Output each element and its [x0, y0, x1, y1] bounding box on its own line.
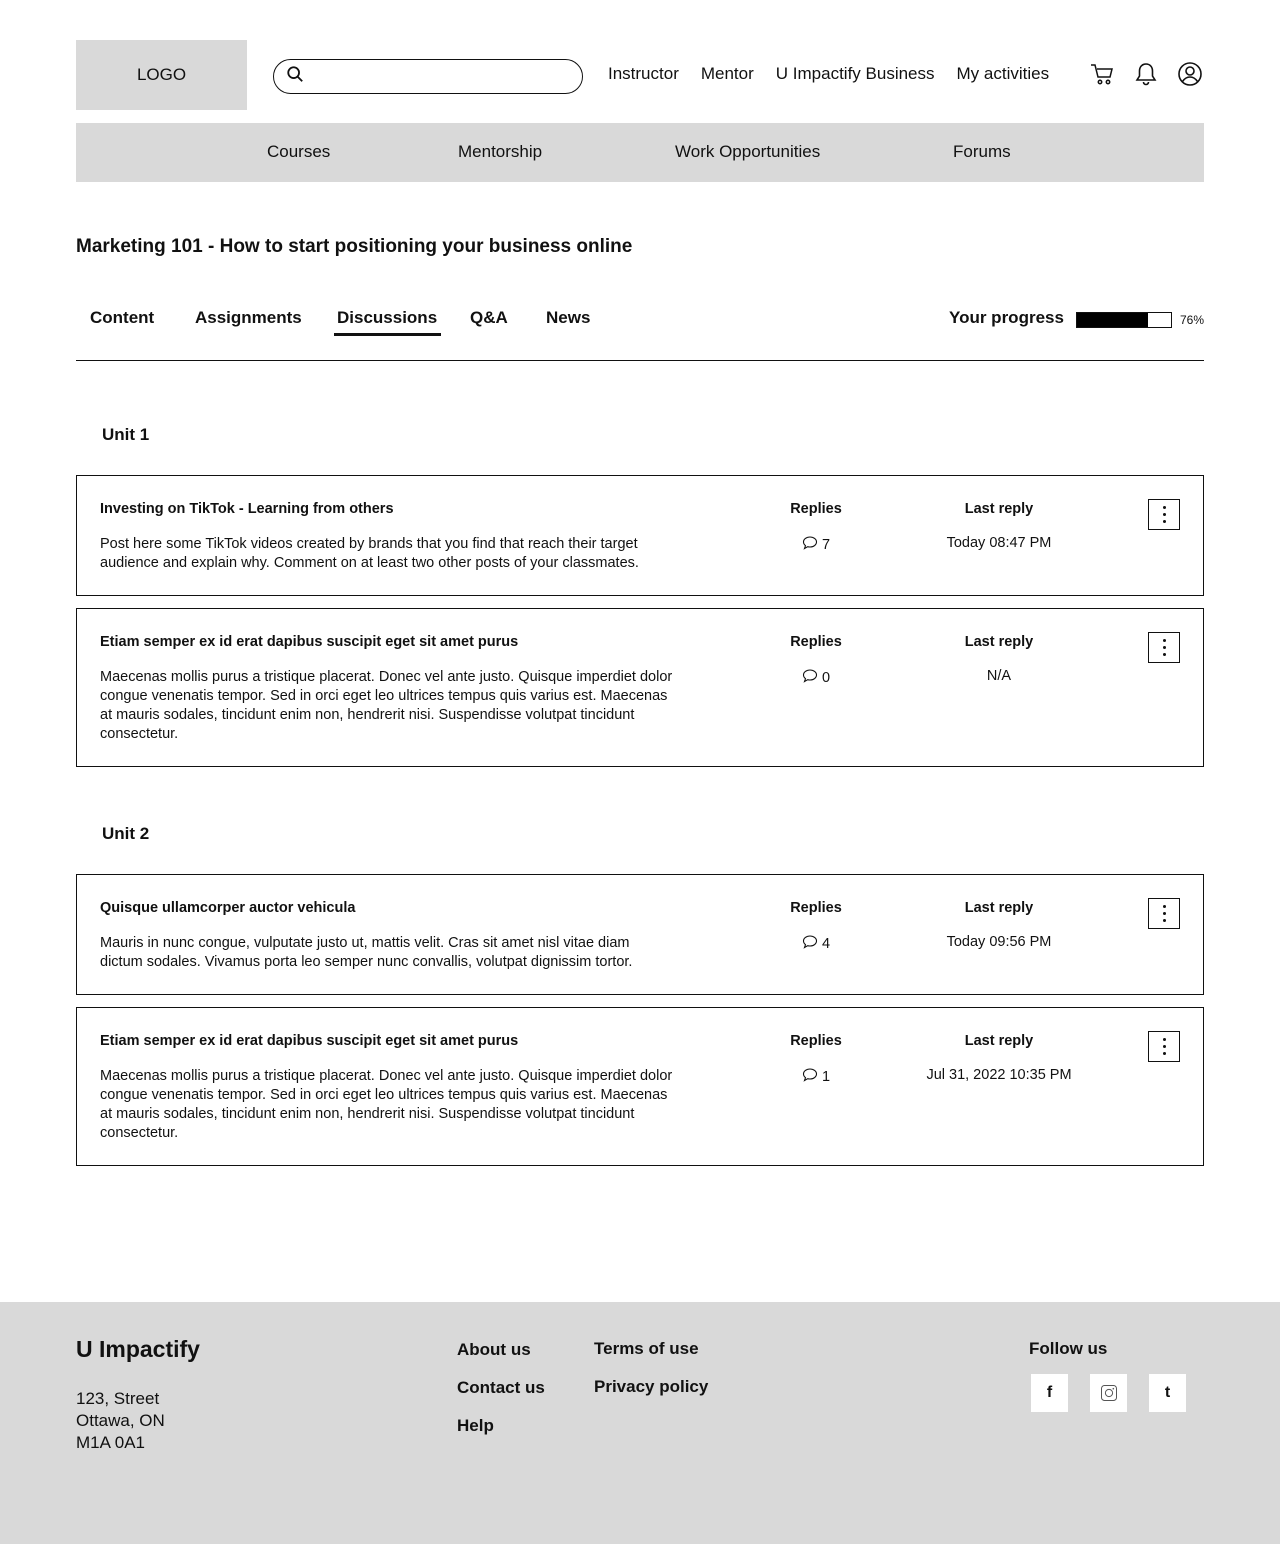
- logo[interactable]: LOGO: [76, 40, 247, 110]
- discussion-title[interactable]: Quisque ullamcorper auctor vehicula: [100, 900, 356, 916]
- instructor-link[interactable]: Instructor: [608, 64, 679, 83]
- footer-brand: U Impactify: [76, 1336, 200, 1362]
- tabs-divider: [76, 360, 1204, 361]
- nav-work-opportunities[interactable]: Work Opportunities: [675, 142, 821, 161]
- contact-us-link[interactable]: Contact us: [457, 1378, 545, 1397]
- bell-icon[interactable]: [1131, 59, 1161, 89]
- tab-news[interactable]: News: [546, 308, 591, 327]
- more-options-button[interactable]: [1148, 898, 1180, 929]
- last-reply-value: Jul 31, 2022 10:35 PM: [926, 1067, 1072, 1083]
- cart-icon[interactable]: [1087, 59, 1117, 89]
- discussion-description: Maecenas mollis purus a tristique placerat. Donec vel ante justo. Quisque imperdiet dolor congue venenatis tempor. Sed in orci eget leo ultrices tempus quis varius est. Maecenas at mauris sodales, tincidunt enim non, hendrerit nisi. Suspendisse volutpat tincidunt consectetur.: [100, 669, 673, 742]
- comment-icon: [802, 934, 818, 954]
- instagram-icon[interactable]: [1090, 1374, 1127, 1412]
- discussion-description: Post here some TikTok videos created by brands that you find that reach their target audience and explain why. Comment on at least two other posts of your classmates.: [100, 536, 639, 571]
- business-link[interactable]: U Impactify Business: [775, 64, 935, 83]
- search-icon: [286, 65, 304, 88]
- comment-icon: [802, 668, 818, 688]
- replies-count: [767, 934, 865, 954]
- tab-assignments[interactable]: Assignments: [195, 308, 302, 327]
- tab-content[interactable]: Content: [90, 308, 155, 327]
- unit-heading: Unit 1: [102, 425, 150, 444]
- nav-mentorship[interactable]: Mentorship: [458, 142, 543, 161]
- terms-of-use-link[interactable]: Terms of use: [594, 1339, 699, 1358]
- search-input[interactable]: [312, 68, 572, 85]
- more-options-button[interactable]: [1148, 632, 1180, 663]
- last-reply-value: N/A: [986, 668, 1012, 684]
- replies-value: 0: [821, 670, 831, 686]
- discussion-description: Maecenas mollis purus a tristique placerat. Donec vel ante justo. Quisque imperdiet dolor congue venenatis tempor. Sed in orci eget leo ultrices tempus quis varius est. Maecenas at mauris sodales, tincidunt enim non, hendrerit nisi. Suspendisse volutpat tincidunt consectetur.: [100, 1068, 673, 1141]
- last-reply-header: Last reply: [964, 634, 1034, 650]
- about-us-link[interactable]: About us: [457, 1340, 531, 1359]
- top-links: [608, 64, 1049, 84]
- discussion-card[interactable]: [76, 1007, 1204, 1166]
- help-link[interactable]: Help: [457, 1416, 494, 1435]
- replies-count: [767, 1067, 865, 1087]
- replies-value: 1: [821, 1069, 831, 1085]
- progress-fill: [1077, 313, 1148, 327]
- replies-value: 7: [821, 537, 831, 553]
- address-line: 123, Street: [76, 1389, 160, 1408]
- replies-value: 4: [821, 936, 831, 952]
- user-icon[interactable]: [1175, 59, 1205, 89]
- comment-icon: [802, 1067, 818, 1087]
- discussion-description: Mauris in nunc congue, vulputate justo ut, mattis velit. Cras sit amet nisl vitae diam dictum sodales. Vivamus porta leo semper nunc convallis, volutpat dignissim tortor.: [100, 935, 633, 970]
- progress-percent: 76%: [1180, 313, 1205, 327]
- replies-count: [767, 668, 865, 688]
- last-reply-value: Today 08:47 PM: [946, 535, 1052, 551]
- footer: [0, 1302, 1280, 1544]
- last-reply-header: Last reply: [964, 900, 1034, 916]
- progress-bar: [1076, 312, 1172, 328]
- nav-courses[interactable]: Courses: [267, 142, 331, 161]
- tab-qa[interactable]: Q&A: [470, 308, 508, 327]
- address-line: M1A 0A1: [76, 1433, 145, 1452]
- mentor-link[interactable]: Mentor: [700, 64, 754, 83]
- follow-us-label: Follow us: [1029, 1339, 1108, 1358]
- more-options-button[interactable]: [1148, 1031, 1180, 1062]
- header-icons: [1087, 59, 1205, 89]
- discussion-card[interactable]: [76, 874, 1204, 995]
- unit-heading: Unit 2: [102, 824, 150, 843]
- comment-icon: [802, 535, 818, 555]
- main-nav: [76, 123, 1204, 182]
- footer-address: [76, 1388, 165, 1454]
- replies-header: Replies: [790, 634, 842, 650]
- replies-count: [767, 535, 865, 555]
- address-line: Ottawa, ON: [76, 1411, 165, 1430]
- more-options-button[interactable]: [1148, 499, 1180, 530]
- replies-header: Replies: [790, 501, 842, 517]
- search-bar[interactable]: [273, 59, 583, 94]
- tab-discussions[interactable]: Discussions: [337, 308, 438, 327]
- discussion-title[interactable]: Etiam semper ex id erat dapibus suscipit eget sit amet purus: [100, 1033, 519, 1049]
- last-reply-header: Last reply: [964, 1033, 1034, 1049]
- replies-header: Replies: [790, 1033, 842, 1049]
- replies-header: Replies: [790, 900, 842, 916]
- facebook-icon[interactable]: f: [1031, 1374, 1068, 1412]
- nav-forums[interactable]: Forums: [953, 142, 1011, 161]
- discussion-card[interactable]: [76, 608, 1204, 767]
- last-reply-header: Last reply: [964, 501, 1034, 517]
- privacy-policy-link[interactable]: Privacy policy: [594, 1377, 709, 1396]
- discussion-title[interactable]: Etiam semper ex id erat dapibus suscipit eget sit amet purus: [100, 634, 519, 650]
- discussion-title[interactable]: Investing on TikTok - Learning from others: [100, 501, 394, 517]
- my-activities-link[interactable]: My activities: [956, 64, 1050, 83]
- progress-label: Your progress: [949, 308, 1064, 327]
- last-reply-value: Today 09:56 PM: [946, 934, 1052, 950]
- discussion-card[interactable]: [76, 475, 1204, 596]
- tumblr-icon[interactable]: t: [1149, 1374, 1186, 1412]
- page-title: Marketing 101 - How to start positioning your business online: [76, 236, 633, 257]
